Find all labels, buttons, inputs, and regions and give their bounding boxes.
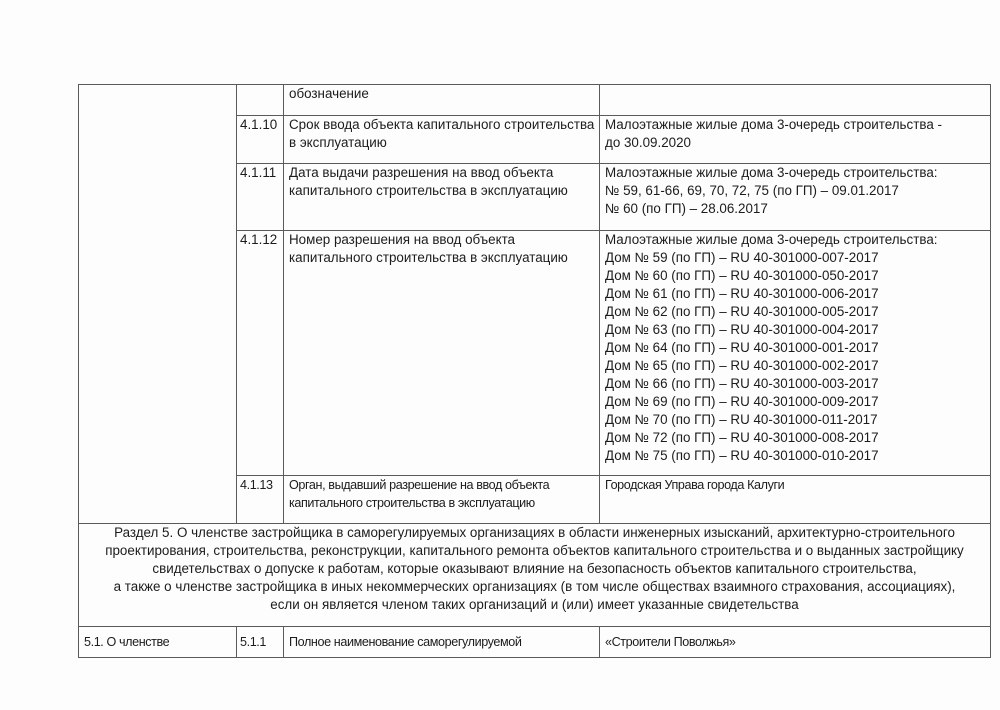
description-line: Дата выдачи разрешения на ввод объекта: [289, 165, 554, 180]
permit-line: Дом № 61 (по ГП) – RU 40-301000-006-2017: [605, 286, 879, 301]
heading-line: а также о членстве застройщика в иных некоммерческих организациях (в том числе обществах взаимного страхования, ассоциациях),: [113, 579, 956, 594]
row-value: [600, 85, 991, 116]
heading-line: проектирования, строительства, реконструкции, капитального ремонта объектов капитального строительства и о выданных застройщику: [105, 543, 964, 558]
value-line: Малоэтажные жилые дома 3-очередь строительства:: [605, 165, 938, 180]
permit-line: Дом № 66 (по ГП) – RU 40-301000-003-2017: [605, 376, 879, 391]
row-value: [600, 164, 991, 231]
description-line: обозначение: [289, 86, 369, 101]
value-line: Малоэтажные жилые дома 3-очередь строительства -: [605, 117, 942, 132]
description-line: капитального строительства в эксплуатацию: [289, 250, 568, 265]
row-description: Полное наименование саморегулируемой: [284, 627, 600, 658]
description-line: Орган, выдавший разрешение на ввод объекта: [289, 478, 550, 492]
heading-line: если он является членом таких организаций и (или) имеет указанные свидетельства: [270, 597, 799, 612]
row-number: 4.1.13: [237, 476, 284, 524]
description-line: капитального строительства в эксплуатацию: [289, 496, 535, 510]
section-5-heading: [79, 524, 991, 627]
permit-line: Дом № 70 (по ГП) – RU 40-301000-011-2017: [605, 412, 878, 427]
description-line: Номер разрешения на ввод объекта: [289, 232, 516, 247]
row-value: [600, 116, 991, 164]
description-line: Срок ввода объекта капитального строительства: [289, 117, 595, 132]
row-description: [284, 116, 600, 164]
table-row-continuation: [79, 85, 991, 116]
row-number: 5.1.1: [237, 627, 284, 658]
value-line: № 59, 61-66, 69, 70, 72, 75 (по ГП) – 09.01.2017: [605, 183, 899, 198]
permit-line: Дом № 72 (по ГП) – RU 40-301000-008-2017: [605, 430, 879, 445]
section-5-heading-row: [79, 524, 991, 627]
value-line: № 60 (по ГП) – 28.06.2017: [605, 201, 768, 216]
project-declaration-table: [78, 84, 991, 658]
permit-line: Дом № 59 (по ГП) – RU 40-301000-007-2017: [605, 250, 879, 265]
value-line: до 30.09.2020: [605, 135, 691, 150]
row-description: [284, 164, 600, 231]
row-description: [284, 231, 600, 476]
description-line: капитального строительства в эксплуатацию: [289, 183, 568, 198]
row-description: [284, 476, 600, 524]
permit-line: Дом № 64 (по ГП) – RU 40-301000-001-2017: [605, 340, 879, 355]
permit-line: Дом № 60 (по ГП) – RU 40-301000-050-2017: [605, 268, 879, 283]
permit-line: Дом № 65 (по ГП) – RU 40-301000-002-2017: [605, 358, 879, 373]
description-line: в эксплуатацию: [289, 135, 387, 150]
heading-line: свидетельствах о допуске к работам, которые оказывают влияние на безопасность объектов капитального строительства,: [152, 561, 917, 576]
row-value: [600, 476, 991, 524]
row-number: [237, 85, 284, 116]
permit-line: Дом № 63 (по ГП) – RU 40-301000-004-2017: [605, 322, 879, 337]
section-label-cell: 5.1. О членстве: [79, 627, 237, 658]
permit-line: Дом № 62 (по ГП) – RU 40-301000-005-2017: [605, 304, 879, 319]
row-number: 4.1.12: [237, 231, 284, 476]
row-description: [284, 85, 600, 116]
permit-line: Дом № 69 (по ГП) – RU 40-301000-009-2017: [605, 394, 879, 409]
row-number: 4.1.10: [237, 116, 284, 164]
section-label-cell: [79, 85, 237, 524]
row-value: [600, 231, 991, 476]
value-line: Городская Управа города Калуги: [605, 478, 785, 492]
permit-line: Дом № 75 (по ГП) – RU 40-301000-010-2017: [605, 448, 879, 463]
row-value: «Строители Поволжья»: [600, 627, 991, 658]
heading-line: Раздел 5. О членстве застройщика в саморегулируемых организациях в области инженерных изысканий, архитектурно-строительного: [114, 525, 955, 540]
table-row-5-1-1: [79, 627, 991, 658]
value-line: Малоэтажные жилые дома 3-очередь строительства:: [605, 232, 938, 247]
row-number: 4.1.11: [237, 164, 284, 231]
